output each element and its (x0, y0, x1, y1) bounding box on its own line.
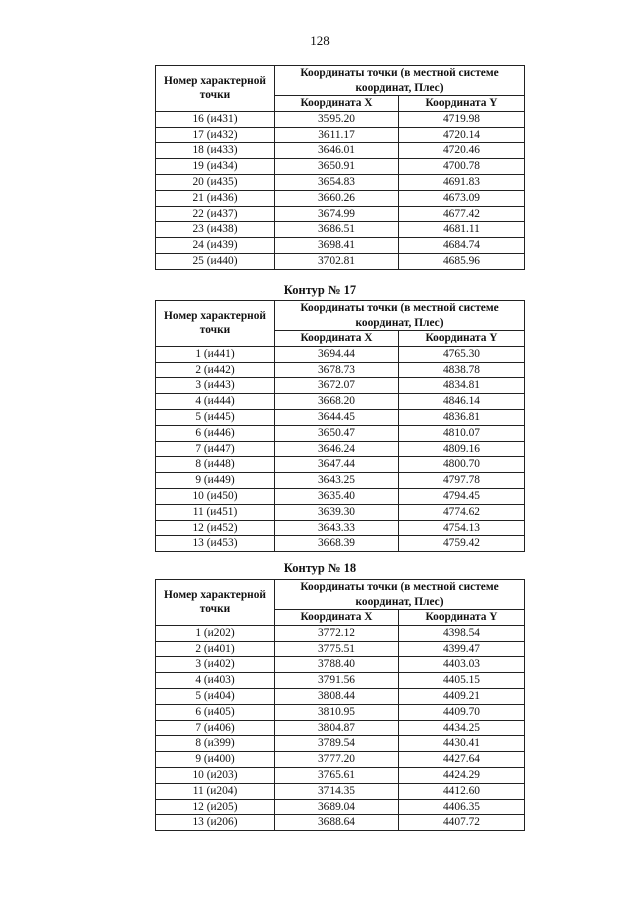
point-number-cell: 20 (и435) (156, 174, 275, 190)
point-number-cell: 7 (и447) (156, 441, 275, 457)
point-number-cell: 2 (и401) (156, 641, 275, 657)
x-coordinate-cell: 3644.45 (275, 409, 399, 425)
point-number-cell: 8 (и399) (156, 736, 275, 752)
point-number-cell: 13 (и206) (156, 815, 275, 831)
y-coordinate-cell: 4398.54 (399, 625, 525, 641)
table-row (156, 704, 525, 720)
x-coordinate-cell: 3694.44 (275, 346, 399, 362)
y-coordinate-cell: 4838.78 (399, 362, 525, 378)
y-coordinate-cell: 4409.70 (399, 704, 525, 720)
x-coordinate-cell: 3688.64 (275, 815, 399, 831)
point-number-cell: 24 (и439) (156, 238, 275, 254)
x-coordinate-cell: 3672.07 (275, 378, 399, 394)
x-coordinate-cell: 3789.54 (275, 736, 399, 752)
y-coordinate-cell: 4774.62 (399, 504, 525, 520)
y-coordinate-cell: 4700.78 (399, 159, 525, 175)
point-number-cell: 21 (и436) (156, 190, 275, 206)
x-coordinate-cell: 3643.25 (275, 473, 399, 489)
x-coordinate-cell: 3777.20 (275, 752, 399, 768)
x-coordinate-cell: 3772.12 (275, 625, 399, 641)
table-row (156, 641, 525, 657)
point-number-cell: 19 (и434) (156, 159, 275, 175)
table-row (156, 159, 525, 175)
point-number-cell: 8 (и448) (156, 457, 275, 473)
y-coordinate-cell: 4846.14 (399, 394, 525, 410)
table-row (156, 346, 525, 362)
table-row (156, 190, 525, 206)
header-point-number: Номер характерной точки (156, 580, 275, 626)
y-coordinate-cell: 4434.25 (399, 720, 525, 736)
table-row (156, 362, 525, 378)
header-coordinates: Координаты точки (в местной системе координат, Плес) (275, 301, 525, 331)
table-row (156, 504, 525, 520)
y-coordinate-cell: 4681.11 (399, 222, 525, 238)
y-coordinate-cell: 4719.98 (399, 111, 525, 127)
contour-18-title: Контур № 18 (283, 561, 357, 575)
x-coordinate-cell: 3808.44 (275, 688, 399, 704)
table-row (156, 736, 525, 752)
point-number-cell: 23 (и438) (156, 222, 275, 238)
y-coordinate-cell: 4406.35 (399, 799, 525, 815)
table-row (156, 488, 525, 504)
y-coordinate-cell: 4809.16 (399, 441, 525, 457)
x-coordinate-cell: 3639.30 (275, 504, 399, 520)
point-number-cell: 17 (и432) (156, 127, 275, 143)
x-coordinate-cell: 3765.61 (275, 767, 399, 783)
point-number-cell: 2 (и442) (156, 362, 275, 378)
table-row (156, 253, 525, 269)
y-coordinate-cell: 4691.83 (399, 174, 525, 190)
y-coordinate-cell: 4794.45 (399, 488, 525, 504)
page-number: 128 (310, 33, 330, 48)
table-row (156, 815, 525, 831)
x-coordinate-cell: 3646.01 (275, 143, 399, 159)
point-number-cell: 4 (и403) (156, 673, 275, 689)
point-number-cell: 5 (и404) (156, 688, 275, 704)
x-coordinate-cell: 3635.40 (275, 488, 399, 504)
x-coordinate-cell: 3668.20 (275, 394, 399, 410)
y-coordinate-cell: 4407.72 (399, 815, 525, 831)
header-coordinates: Координаты точки (в местной системе координат, Плес) (275, 66, 525, 96)
y-coordinate-cell: 4409.21 (399, 688, 525, 704)
header-coordinates: Координаты точки (в местной системе координат, Плес) (275, 580, 525, 610)
table-row (156, 457, 525, 473)
point-number-cell: 4 (и444) (156, 394, 275, 410)
y-coordinate-cell: 4800.70 (399, 457, 525, 473)
x-coordinate-cell: 3660.26 (275, 190, 399, 206)
point-number-cell: 9 (и449) (156, 473, 275, 489)
coordinates-table-contour-18 (155, 579, 525, 831)
point-number-cell: 11 (и451) (156, 504, 275, 520)
header-y: Координата Y (399, 96, 525, 112)
table-row (156, 536, 525, 552)
y-coordinate-cell: 4673.09 (399, 190, 525, 206)
x-coordinate-cell: 3674.99 (275, 206, 399, 222)
table-row (156, 111, 525, 127)
table-row (156, 127, 525, 143)
x-coordinate-cell: 3775.51 (275, 641, 399, 657)
x-coordinate-cell: 3714.35 (275, 783, 399, 799)
x-coordinate-cell: 3646.24 (275, 441, 399, 457)
y-coordinate-cell: 4759.42 (399, 536, 525, 552)
x-coordinate-cell: 3654.83 (275, 174, 399, 190)
point-number-cell: 22 (и437) (156, 206, 275, 222)
point-number-cell: 13 (и453) (156, 536, 275, 552)
x-coordinate-cell: 3810.95 (275, 704, 399, 720)
y-coordinate-cell: 4424.29 (399, 767, 525, 783)
y-coordinate-cell: 4685.96 (399, 253, 525, 269)
coordinates-table-contour-17 (155, 300, 525, 552)
x-coordinate-cell: 3678.73 (275, 362, 399, 378)
y-coordinate-cell: 4836.81 (399, 409, 525, 425)
table-row (156, 206, 525, 222)
table-row (156, 688, 525, 704)
y-coordinate-cell: 4405.15 (399, 673, 525, 689)
y-coordinate-cell: 4720.46 (399, 143, 525, 159)
y-coordinate-cell: 4677.42 (399, 206, 525, 222)
x-coordinate-cell: 3647.44 (275, 457, 399, 473)
point-number-cell: 11 (и204) (156, 783, 275, 799)
table-row (156, 238, 525, 254)
y-coordinate-cell: 4834.81 (399, 378, 525, 394)
table-row (156, 174, 525, 190)
header-x: Координата X (275, 610, 399, 626)
table-row (156, 752, 525, 768)
table-row (156, 394, 525, 410)
point-number-cell: 25 (и440) (156, 253, 275, 269)
point-number-cell: 10 (и450) (156, 488, 275, 504)
x-coordinate-cell: 3791.56 (275, 673, 399, 689)
header-x: Координата X (275, 331, 399, 347)
x-coordinate-cell: 3611.17 (275, 127, 399, 143)
y-coordinate-cell: 4399.47 (399, 641, 525, 657)
x-coordinate-cell: 3650.47 (275, 425, 399, 441)
x-coordinate-cell: 3689.04 (275, 799, 399, 815)
table-row (156, 425, 525, 441)
table-row (156, 625, 525, 641)
y-coordinate-cell: 4430.41 (399, 736, 525, 752)
y-coordinate-cell: 4797.78 (399, 473, 525, 489)
x-coordinate-cell: 3698.41 (275, 238, 399, 254)
header-y: Координата Y (399, 610, 525, 626)
point-number-cell: 12 (и205) (156, 799, 275, 815)
x-coordinate-cell: 3643.33 (275, 520, 399, 536)
header-y: Координата Y (399, 331, 525, 347)
y-coordinate-cell: 4403.03 (399, 657, 525, 673)
point-number-cell: 3 (и443) (156, 378, 275, 394)
point-number-cell: 3 (и402) (156, 657, 275, 673)
table-row (156, 799, 525, 815)
point-number-cell: 6 (и446) (156, 425, 275, 441)
table-row (156, 657, 525, 673)
x-coordinate-cell: 3668.39 (275, 536, 399, 552)
point-number-cell: 12 (и452) (156, 520, 275, 536)
table-row (156, 378, 525, 394)
table-row (156, 520, 525, 536)
point-number-cell: 9 (и400) (156, 752, 275, 768)
x-coordinate-cell: 3650.91 (275, 159, 399, 175)
point-number-cell: 5 (и445) (156, 409, 275, 425)
table-row (156, 673, 525, 689)
y-coordinate-cell: 4427.64 (399, 752, 525, 768)
y-coordinate-cell: 4412.60 (399, 783, 525, 799)
table-row (156, 143, 525, 159)
coordinates-table-continued (155, 65, 525, 270)
point-number-cell: 1 (и441) (156, 346, 275, 362)
y-coordinate-cell: 4720.14 (399, 127, 525, 143)
point-number-cell: 18 (и433) (156, 143, 275, 159)
x-coordinate-cell: 3702.81 (275, 253, 399, 269)
y-coordinate-cell: 4754.13 (399, 520, 525, 536)
header-point-number: Номер характерной точки (156, 301, 275, 347)
contour-17-title: Контур № 17 (283, 283, 357, 297)
x-coordinate-cell: 3804.87 (275, 720, 399, 736)
table-row (156, 473, 525, 489)
x-coordinate-cell: 3788.40 (275, 657, 399, 673)
x-coordinate-cell: 3595.20 (275, 111, 399, 127)
y-coordinate-cell: 4810.07 (399, 425, 525, 441)
table-row (156, 222, 525, 238)
header-point-number: Номер характерной точки (156, 66, 275, 112)
y-coordinate-cell: 4684.74 (399, 238, 525, 254)
point-number-cell: 16 (и431) (156, 111, 275, 127)
table-row (156, 767, 525, 783)
point-number-cell: 10 (и203) (156, 767, 275, 783)
point-number-cell: 1 (и202) (156, 625, 275, 641)
table-row (156, 783, 525, 799)
header-x: Координата X (275, 96, 399, 112)
y-coordinate-cell: 4765.30 (399, 346, 525, 362)
table-row (156, 720, 525, 736)
x-coordinate-cell: 3686.51 (275, 222, 399, 238)
table-row (156, 409, 525, 425)
point-number-cell: 7 (и406) (156, 720, 275, 736)
table-row (156, 441, 525, 457)
point-number-cell: 6 (и405) (156, 704, 275, 720)
